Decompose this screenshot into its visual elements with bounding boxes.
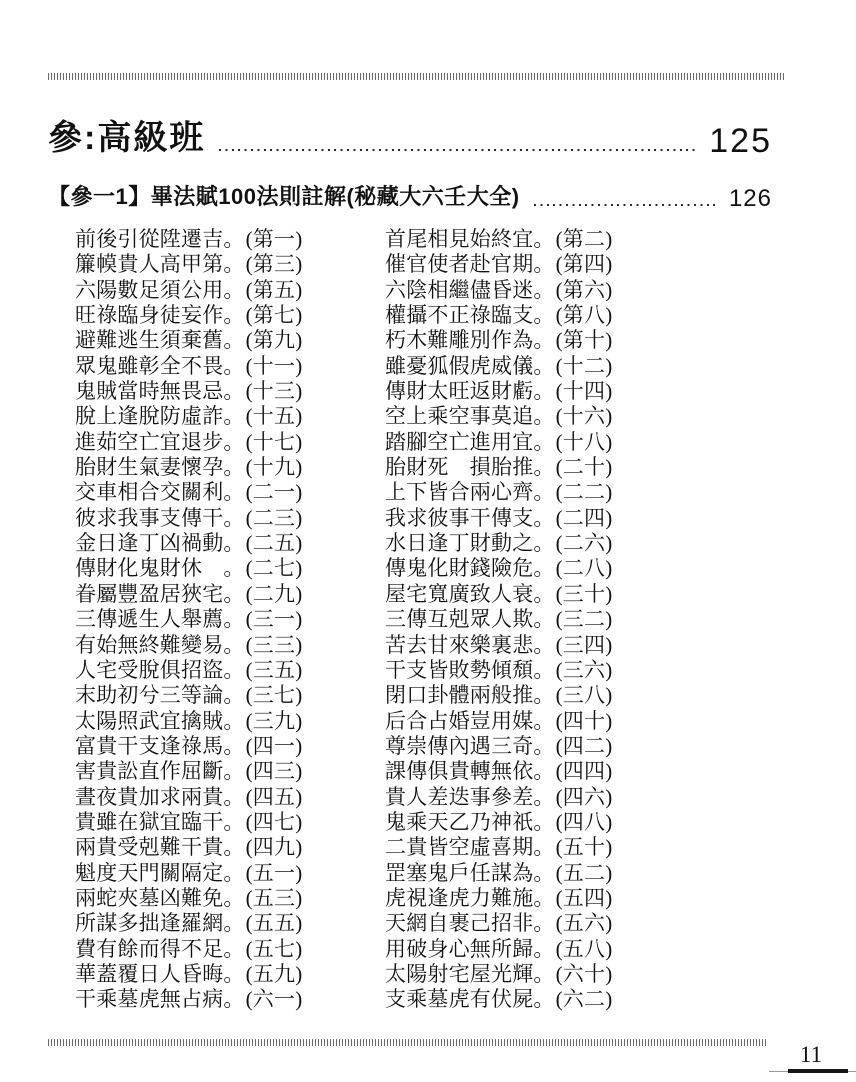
rule-number: (十九) <box>245 455 303 480</box>
rule-text: 上下皆合兩心齊。 <box>385 480 555 505</box>
toc-line <box>385 379 612 404</box>
rule-number: (第八) <box>555 303 613 328</box>
rule-number: (三三) <box>245 632 303 657</box>
toc-entry-row <box>48 183 772 211</box>
rule-number: (第六) <box>555 277 613 302</box>
rule-number: (二七) <box>245 556 303 581</box>
rule-number: (十七) <box>245 429 303 454</box>
rule-text: 金日逢丁凶禍動。 <box>75 531 245 556</box>
toc-line <box>385 556 612 581</box>
decorative-rule-bottom <box>48 1039 768 1046</box>
toc-line <box>385 582 612 607</box>
rule-number: (二二) <box>555 480 613 505</box>
section-title: 參:高級班 <box>48 119 206 157</box>
toc-line <box>75 531 385 556</box>
rule-number: (五九) <box>245 961 303 986</box>
rule-text: 避難逃生須棄舊。 <box>75 328 245 353</box>
rule-text: 貴雖在獄宜臨干。 <box>75 809 245 834</box>
toc-line <box>385 328 612 353</box>
toc-line <box>75 861 385 886</box>
toc-line <box>75 556 385 581</box>
toc-line <box>75 354 385 379</box>
toc-line <box>385 987 612 1012</box>
toc-line <box>75 582 385 607</box>
rule-number: (四六) <box>555 784 613 809</box>
rule-number: (二六) <box>555 531 613 556</box>
rule-text: 尊崇傳內遇三奇。 <box>385 733 555 758</box>
rule-text: 天網自裹己招非。 <box>385 911 555 936</box>
toc-line <box>385 252 612 277</box>
rule-text: 課傳俱貴轉無依。 <box>385 759 555 784</box>
rule-list <box>75 227 612 1013</box>
toc-line <box>75 480 385 505</box>
toc-line <box>75 607 385 632</box>
rule-text: 兩蛇夾墓凶難免。 <box>75 885 245 910</box>
rule-text: 踏腳空亡進用宜。 <box>385 429 555 454</box>
toc-line <box>385 607 612 632</box>
rule-text: 朽木難雕別作為。 <box>385 328 555 353</box>
toc-line <box>75 379 385 404</box>
rule-text: 權攝不正祿臨支。 <box>385 303 555 328</box>
rule-text: 眾鬼雖彰全不畏。 <box>75 353 245 378</box>
rule-number: (三一) <box>245 607 303 632</box>
toc-line <box>75 506 385 531</box>
rule-text: 太陽射宅屋光輝。 <box>385 961 555 986</box>
rule-text: 傳鬼化財錢險危。 <box>385 556 555 581</box>
rule-list-column-right <box>385 227 612 1013</box>
rule-number: (五二) <box>555 860 613 885</box>
rule-text: 傳財太旺返財虧。 <box>385 379 555 404</box>
footer-rule-thick <box>788 1069 848 1073</box>
footer-rule <box>769 1069 856 1073</box>
rule-text: 兩貴受剋難干貴。 <box>75 835 245 860</box>
rule-text: 簾幙貴人高甲第。 <box>75 252 245 277</box>
rule-number: (三八) <box>555 683 613 708</box>
dot-leader <box>534 190 717 206</box>
rule-number: (二九) <box>245 581 303 606</box>
rule-text: 水日逢丁財動之。 <box>385 531 555 556</box>
rule-number: (五八) <box>555 936 613 961</box>
rule-text: 虎視逢虎力難施。 <box>385 885 555 910</box>
decorative-rule-top <box>48 73 786 80</box>
rule-number: (三六) <box>555 657 613 682</box>
rule-number: (四十) <box>555 708 613 733</box>
rule-text: 空上乘空事莫追。 <box>385 404 555 429</box>
toc-line <box>385 633 612 658</box>
section-page-number: 125 <box>709 122 772 161</box>
rule-text: 害貴訟直作屈斷。 <box>75 759 245 784</box>
rule-text: 人宅受脫俱招盜。 <box>75 657 245 682</box>
rule-text: 苦去甘來樂裏悲。 <box>385 632 555 657</box>
toc-line <box>385 506 612 531</box>
rule-text: 六陰相繼儘昏迷。 <box>385 277 555 302</box>
rule-number: (五五) <box>245 911 303 936</box>
rule-number: (四五) <box>245 784 303 809</box>
rule-text: 我求彼事干傳支。 <box>385 505 555 530</box>
toc-line <box>385 886 612 911</box>
toc-line <box>385 455 612 480</box>
rule-text: 罡塞鬼戶任謀為。 <box>385 860 555 885</box>
rule-text: 用破身心無所歸。 <box>385 936 555 961</box>
rule-text: 閉口卦體兩般推。 <box>385 683 555 708</box>
entry-title: 【參一1】畢法賦100法則註解(秘藏大六壬大全) <box>48 184 520 209</box>
toc-line <box>75 683 385 708</box>
rule-number: (第二) <box>555 227 613 251</box>
rule-number: (六一) <box>245 987 303 1012</box>
rule-number: (第七) <box>245 303 303 328</box>
toc-line <box>385 709 612 734</box>
toc-line <box>75 328 385 353</box>
rule-number: (第十) <box>555 328 613 353</box>
rule-text: 三傳互剋眾人欺。 <box>385 607 555 632</box>
rule-text: 有始無終難變易。 <box>75 632 245 657</box>
toc-line <box>385 404 612 429</box>
rule-number: (四二) <box>555 733 613 758</box>
toc-line <box>75 759 385 784</box>
rule-number: (十六) <box>555 404 613 429</box>
toc-line <box>385 861 612 886</box>
rule-number: (第三) <box>245 252 303 277</box>
toc-line <box>385 480 612 505</box>
rule-number: (二八) <box>555 556 613 581</box>
rule-text: 鬼乘天乙乃神祇。 <box>385 809 555 834</box>
rule-number: (第一) <box>245 227 303 251</box>
rule-number: (二十) <box>555 455 613 480</box>
rule-text: 費有餘而得不足。 <box>75 936 245 961</box>
rule-number: (六二) <box>555 987 613 1012</box>
toc-line <box>75 785 385 810</box>
rule-text: 胎財死 損胎推。 <box>385 455 555 480</box>
rule-number: (十五) <box>245 404 303 429</box>
rule-number: (五十) <box>555 835 613 860</box>
rule-text: 屋宅寬廣致人衰。 <box>385 581 555 606</box>
rule-number: (三七) <box>245 683 303 708</box>
rule-text: 干乘墓虎無占病。 <box>75 987 245 1012</box>
toc-section-row <box>48 119 772 161</box>
toc-line <box>385 430 612 455</box>
rule-number: (第九) <box>245 328 303 353</box>
rule-text: 末助初兮三等論。 <box>75 683 245 708</box>
rule-number: (四三) <box>245 759 303 784</box>
toc-line <box>385 531 612 556</box>
rule-number: (十一) <box>245 353 303 378</box>
rule-number: (十三) <box>245 379 303 404</box>
rule-number: (二四) <box>555 505 613 530</box>
rule-number: (二一) <box>245 480 303 505</box>
toc-line <box>385 734 612 759</box>
rule-list-column-left <box>75 227 385 1013</box>
rule-number: (第四) <box>555 252 613 277</box>
toc-line <box>75 987 385 1012</box>
toc-line <box>385 759 612 784</box>
toc-line <box>385 810 612 835</box>
rule-text: 太陽照武宜擒賊。 <box>75 708 245 733</box>
rule-number: (十二) <box>555 353 613 378</box>
rule-text: 所謀多拙逢羅網。 <box>75 911 245 936</box>
rule-text: 鬼賊當時無畏忌。 <box>75 379 245 404</box>
toc-line <box>75 886 385 911</box>
toc-line <box>385 911 612 936</box>
toc-line <box>385 227 612 252</box>
rule-number: (三九) <box>245 708 303 733</box>
toc-line <box>75 278 385 303</box>
rule-text: 胎財生氣妻懷孕。 <box>75 455 245 480</box>
rule-text: 六陽數足須公用。 <box>75 277 245 302</box>
rule-number: (五六) <box>555 911 613 936</box>
toc-line <box>385 962 612 987</box>
rule-text: 支乘墓虎有伏屍。 <box>385 987 555 1012</box>
toc-line <box>385 354 612 379</box>
rule-text: 眷屬豐盈居狹宅。 <box>75 581 245 606</box>
rule-text: 三傳遞生人舉薦。 <box>75 607 245 632</box>
rule-number: (四八) <box>555 809 613 834</box>
rule-number: (三四) <box>555 632 613 657</box>
toc-line <box>75 962 385 987</box>
rule-text: 干支皆敗勢傾頹。 <box>385 657 555 682</box>
rule-number: (三五) <box>245 657 303 682</box>
rule-text: 雖憂狐假虎威儀。 <box>385 353 555 378</box>
toc-line <box>385 785 612 810</box>
toc-line <box>75 734 385 759</box>
toc-line <box>75 911 385 936</box>
rule-text: 催官使者赴官期。 <box>385 252 555 277</box>
toc-line <box>75 455 385 480</box>
toc-line <box>75 430 385 455</box>
rule-text: 晝夜貴加求兩貴。 <box>75 784 245 809</box>
rule-text: 傳財化鬼財休 。 <box>75 556 245 581</box>
rule-number: (五四) <box>555 885 613 910</box>
rule-text: 首尾相見始終宜。 <box>385 227 555 251</box>
rule-number: (二五) <box>245 531 303 556</box>
rule-number: (六十) <box>555 961 613 986</box>
rule-number: (五一) <box>245 860 303 885</box>
rule-text: 魁度天門關隔定。 <box>75 860 245 885</box>
rule-text: 二貴皆空虛喜期。 <box>385 835 555 860</box>
rule-number: (第五) <box>245 277 303 302</box>
rule-number: (二三) <box>245 505 303 530</box>
toc-line <box>385 658 612 683</box>
rule-text: 進茹空亡宜退步。 <box>75 429 245 454</box>
rule-number: (四九) <box>245 835 303 860</box>
rule-number: (三二) <box>555 607 613 632</box>
rule-text: 華蓋覆日人昏晦。 <box>75 961 245 986</box>
rule-text: 富貴干支逢祿馬。 <box>75 733 245 758</box>
toc-line <box>75 227 385 252</box>
rule-number: (三十) <box>555 581 613 606</box>
rule-number: (五三) <box>245 885 303 910</box>
toc-line <box>385 937 612 962</box>
rule-text: 脫上逢脫防虛詐。 <box>75 404 245 429</box>
toc-line <box>385 835 612 860</box>
rule-text: 貴人差迭事參差。 <box>385 784 555 809</box>
rule-number: (四四) <box>555 759 613 784</box>
toc-line <box>75 709 385 734</box>
rule-number: (四七) <box>245 809 303 834</box>
rule-text: 交車相合交關利。 <box>75 480 245 505</box>
rule-text: 彼求我事支傳干。 <box>75 505 245 530</box>
rule-number: (十八) <box>555 429 613 454</box>
page-number: 11 <box>799 1042 823 1067</box>
toc-line <box>75 835 385 860</box>
rule-number: (十四) <box>555 379 613 404</box>
toc-line <box>385 303 612 328</box>
rule-text: 旺祿臨身徒妄作。 <box>75 303 245 328</box>
rule-number: (四一) <box>245 733 303 758</box>
entry-page-number: 126 <box>728 184 772 212</box>
toc-line <box>385 278 612 303</box>
dot-leader <box>219 127 697 151</box>
toc-line <box>75 404 385 429</box>
toc-line <box>75 633 385 658</box>
toc-line <box>75 303 385 328</box>
toc-line <box>75 252 385 277</box>
toc-line <box>385 683 612 708</box>
toc-line <box>75 937 385 962</box>
rule-text: 后合占婚豈用媒。 <box>385 708 555 733</box>
toc-line <box>75 810 385 835</box>
rule-number: (五七) <box>245 936 303 961</box>
toc-line <box>75 658 385 683</box>
rule-text: 前後引從陞遷吉。 <box>75 227 245 251</box>
